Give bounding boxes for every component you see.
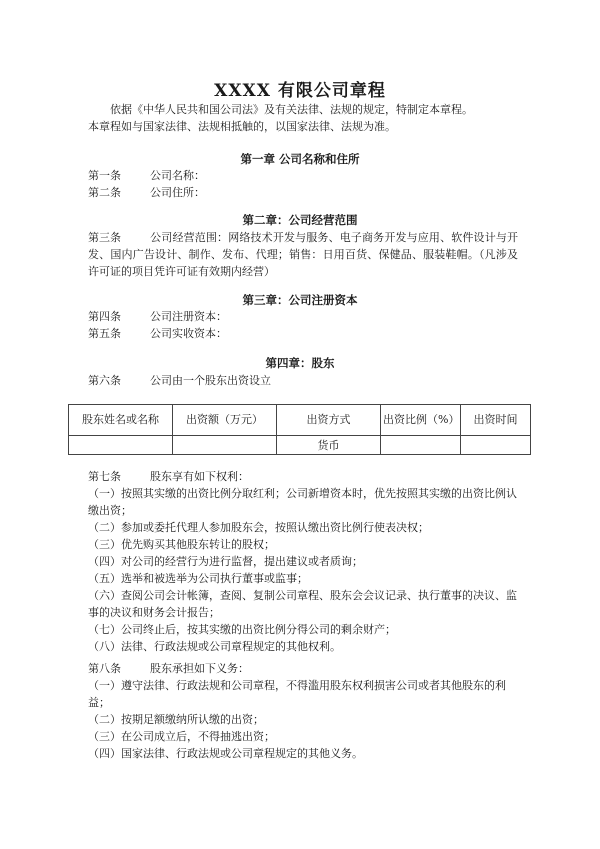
article-1 — [88, 167, 518, 184]
article-1-text: 公司名称： — [150, 169, 205, 182]
article-2 — [88, 184, 518, 201]
table-cell: 货币 — [277, 436, 381, 455]
list-item: （八）法律、行政法规或公司章程规定的其他权利。 — [88, 640, 341, 653]
table-row — [69, 436, 531, 455]
list-item: （四）对公司的经营行为进行监督，提出建议或者质询； — [88, 555, 363, 568]
table-header-cell: 出资方式 — [277, 405, 381, 436]
article-2-number: 第二条 — [88, 186, 121, 199]
table-cell — [381, 436, 461, 455]
table-cell — [461, 436, 531, 455]
article-5-number: 第五条 — [88, 327, 121, 340]
rights-list — [88, 485, 518, 655]
article-8-number: 第八条 — [88, 662, 121, 675]
list-item: （四）国家法律、行政法规或公司章程规定的其他义务。 — [88, 747, 363, 760]
list-item: （七）公司终止后，按其实缴的出资比例分得公司的剩余财产； — [88, 623, 396, 636]
intro-line-2: 本章程如与国家法律、法规相抵触的，以国家法律、法规为准。 — [88, 120, 396, 133]
document-title: XXXX 有限公司章程 — [214, 81, 386, 101]
chapter-2-heading: 第二章：公司经营范围 — [242, 213, 358, 227]
table-header-cell: 出资额（万元） — [173, 405, 277, 436]
article-8-text: 股东承担如下义务： — [150, 662, 249, 675]
chapter-3-heading: 第三章：公司注册资本 — [242, 293, 358, 307]
shareholder-table — [68, 404, 531, 455]
list-item: （三）优先购买其他股东转让的股权； — [88, 538, 275, 551]
article-4 — [88, 308, 518, 325]
table-cell — [173, 436, 277, 455]
article-3-text: 公司经营范围：网络技术开发与服务、电子商务开发与应用、软件设计与开发、国内广告设计、制作、发布、代理；销售：日用百货、保健品、服装鞋帽。（凡涉及许可证的项目凭许可证有效期内经营） — [88, 231, 518, 278]
list-item: （二）参加或委托代理人参加股东会，按照认缴出资比例行使表决权； — [88, 521, 429, 534]
duties-list — [88, 677, 518, 762]
article-2-text: 公司住所： — [150, 186, 205, 199]
intro-line-1: 依据《中华人民共和国公司法》及有关法律、法规的规定，特制定本章程。 — [110, 103, 473, 116]
table-cell — [69, 436, 173, 455]
list-item: （一）遵守法律、行政法规和公司章程，不得滥用股东权利损害公司或者其他股东的利益； — [88, 679, 506, 709]
chapter-4-heading: 第四章：股东 — [265, 356, 335, 370]
article-6-number: 第六条 — [88, 374, 121, 387]
chapter-1-heading: 第一章 公司名称和住所 — [240, 152, 360, 166]
article-7-number: 第七条 — [88, 470, 121, 483]
article-3 — [88, 229, 518, 280]
table-header-cell: 出资时间 — [461, 405, 531, 436]
table-header-cell: 股东姓名或名称 — [69, 405, 173, 436]
article-1-number: 第一条 — [88, 169, 121, 182]
table-header-row — [69, 405, 531, 436]
list-item: （二）按期足额缴纳所认缴的出资； — [88, 713, 264, 726]
list-item: （六）查阅公司会计帐簿，查阅、复制公司章程、股东会会议记录、执行董事的决议、监事的决议和财务会计报告； — [88, 589, 517, 619]
article-3-number: 第三条 — [88, 231, 121, 244]
article-7-text: 股东享有如下权利： — [150, 470, 249, 483]
list-item: （三）在公司成立后，不得抽逃出资； — [88, 730, 275, 743]
list-item: （五）选举和被选举为公司执行董事或监事； — [88, 572, 308, 585]
article-4-text: 公司注册资本： — [150, 310, 227, 323]
article-5 — [88, 325, 518, 342]
article-6-text: 公司由一个股东出资设立 — [150, 374, 271, 387]
article-7 — [88, 468, 518, 485]
article-6 — [88, 372, 518, 389]
table-header-cell: 出资比例（%） — [381, 405, 461, 436]
article-5-text: 公司实收资本： — [150, 327, 227, 340]
list-item: （一）按照其实缴的出资比例分取红利；公司新增资本时，优先按照其实缴的出资比例认缴出资； — [88, 487, 517, 517]
article-4-number: 第四条 — [88, 310, 121, 323]
article-8 — [88, 660, 518, 677]
